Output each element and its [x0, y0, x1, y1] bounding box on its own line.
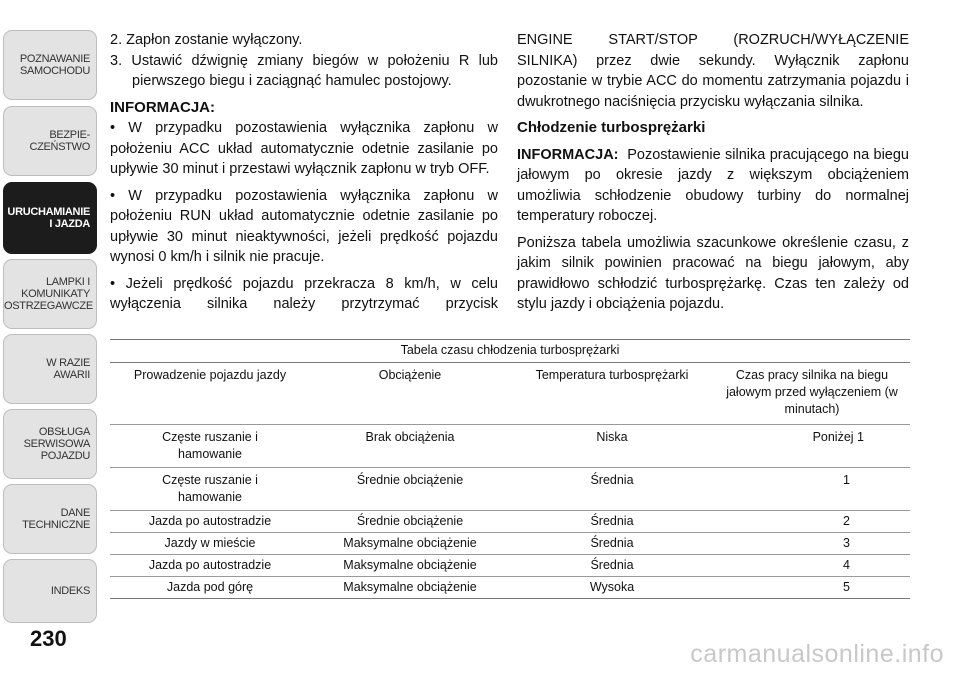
- cell-load: Średnie obciążenie: [356, 514, 464, 528]
- cell-idle-time: 1: [843, 473, 850, 487]
- cell-driving: Jazdy w mieście: [164, 536, 256, 550]
- bullet-speed: • Jeżeli prędkość pojazdu przekracza 8 km/h, w celu wyłączenia silnika należy przytrzymać przycisk: [110, 275, 498, 312]
- bullet-run: • W przypadku pozostawienia wyłącznika zapłonu w położeniu RUN układ automatycznie odetnie zasilanie po upływie 30 minut nieaktywności, jeżeli prędkość pojazdu wynosi 0 km/h i silnik nie pracuje.: [110, 187, 498, 265]
- cell-idle-time: 4: [843, 558, 850, 572]
- table-row: [110, 554, 910, 576]
- cell-load: Średnie obciążenie: [356, 473, 464, 487]
- table-header-row: [110, 363, 910, 424]
- step-3: 3. Ustawić dźwignię zmiany biegów w położeniu R lub pierwszego biegu i zaciągnąć hamulec postojowy.: [110, 52, 498, 89]
- cell-temperature: Niska: [596, 430, 628, 444]
- cell-load: Maksymalne obciążenie: [343, 536, 477, 550]
- tab-uruchamianie-i-jazda[interactable]: URUCHAMIANIE I JAZDA: [3, 182, 97, 254]
- cell-load: Maksymalne obciążenie: [343, 558, 477, 572]
- table-row: [110, 576, 910, 599]
- header-load: Obciążenie: [378, 368, 442, 382]
- watermark: carmanualsonline.info: [690, 640, 944, 668]
- cell-temperature: Średnia: [590, 558, 634, 572]
- cell-temperature: Średnia: [590, 536, 634, 550]
- cell-temperature: Średnia: [590, 473, 634, 487]
- table-row: [110, 467, 910, 510]
- cell-load: Maksymalne obciążenie: [343, 580, 477, 594]
- table-row: [110, 424, 910, 467]
- left-column: [110, 30, 498, 315]
- info-paragraph: [517, 145, 909, 227]
- continued-text: ENGINE START/STOP (ROZRUCH/WYŁĄCZENIE SILNIKA) przez dwie sekundy. Wyłącznik zapłonu pozostanie w trybie ACC do momentu zatrzymania pojazdu i dwukrotnego naciśnięcia przycisku wyłączania silnika.: [517, 32, 909, 110]
- cell-driving: Jazda po autostradzie: [148, 514, 272, 528]
- table-row: [110, 510, 910, 532]
- table-intro-paragraph: Poniższa tabela umożliwia szacunkowe określenie czasu, z jakim silnik powinien pracować na biegu jałowym, aby prawidłowo schłodzić turbosprężarkę. Czas ten zależy od stylu jazdy i obciążenia pojazdu.: [517, 234, 909, 312]
- cell-driving: Jazda po autostradzie: [148, 558, 272, 572]
- cell-temperature: Wysoka: [589, 580, 635, 594]
- page-number: 230: [30, 626, 67, 651]
- step-2: 2. Zapłon zostanie wyłączony.: [110, 32, 303, 48]
- info-heading: INFORMACJA:: [110, 98, 215, 116]
- cell-idle-time: 3: [843, 536, 850, 550]
- section-heading: Chłodzenie turbosprężarki: [517, 119, 706, 136]
- cell-driving: Częste ruszanie i hamowanie: [162, 473, 258, 504]
- cell-driving: Jazda pod górę: [166, 580, 254, 594]
- bullet-acc: • W przypadku pozostawienia wyłącznika zapłonu w położeniu ACC układ automatycznie odetnie zasilanie po upływie 30 minut i przestawi wyłącznik zapłonu w tryb OFF.: [110, 120, 498, 177]
- cell-idle-time: 5: [843, 580, 850, 594]
- cell-idle-time: 2: [843, 514, 850, 528]
- tab-poznawanie-samochodu[interactable]: POZNAWANIE SAMOCHODU: [3, 30, 97, 100]
- cell-load: Brak obciążenia: [365, 430, 455, 444]
- cell-idle-time: Poniżej 1: [812, 430, 864, 444]
- table-row: [110, 532, 910, 554]
- cooling-table: [110, 339, 910, 599]
- header-idle-time: Czas pracy silnika na biegu jałowym przed wyłączeniem (w minutach): [726, 368, 898, 416]
- cell-temperature: Średnia: [590, 514, 634, 528]
- tab-indeks[interactable]: INDEKS: [3, 559, 97, 623]
- tab-lampki-i-komunikaty[interactable]: LAMPKI I KOMUNIKATY OSTRZEGAWCZE: [3, 259, 97, 329]
- header-driving: Prowadzenie pojazdu jazdy: [133, 368, 287, 382]
- tab-dane-techniczne[interactable]: DANE TECHNICZNE: [3, 484, 97, 554]
- tab-bezpieczenstwo[interactable]: BEZPIE- CZEŃSTWO: [3, 106, 97, 176]
- info-text: Pozostawienie silnika pracującego na biegu jałowym po okresie jazdy z większym obciążeniem umożliwia schłodzenie obudowy turbiny do normalnej temperatury roboczej.: [517, 146, 909, 224]
- header-temperature: Temperatura turbosprężarki: [535, 368, 689, 382]
- cell-driving: Częste ruszanie i hamowanie: [162, 430, 258, 461]
- right-column: [517, 30, 909, 315]
- tab-obsluga-serwisowa[interactable]: OBSŁUGA SERWISOWA POJAZDU: [3, 409, 97, 479]
- tab-w-razie-awarii[interactable]: W RAZIE AWARII: [3, 334, 97, 404]
- table-caption: Tabela czasu chłodzenia turbosprężarki: [110, 340, 910, 363]
- info-label: INFORMACJA:: [517, 146, 619, 163]
